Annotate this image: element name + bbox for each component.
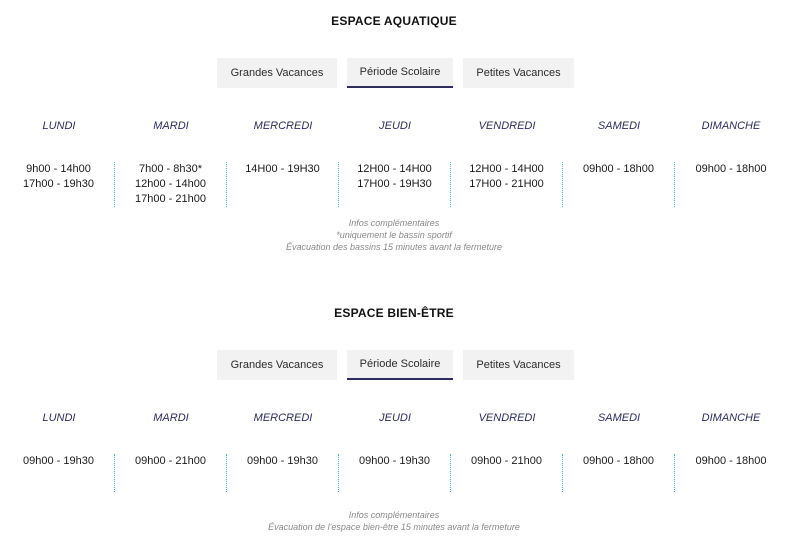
hours-jeudi: [339, 454, 451, 492]
hours-samedi: [563, 162, 675, 207]
hours-jeudi: [339, 162, 451, 207]
day-mardi: MARDI: [153, 412, 189, 424]
day-vendredi: VENDREDI: [478, 412, 536, 424]
day-lundi: LUNDI: [42, 412, 76, 424]
hours-lundi: [3, 162, 115, 207]
time-slot: 12H00 - 14H00: [469, 163, 544, 175]
opening-hours: [3, 162, 787, 207]
tab-grandes-vacances[interactable]: Grandes Vacances: [217, 350, 337, 380]
time-slot: 7h00 - 8h30*: [139, 163, 202, 175]
day-dimanche: DIMANCHE: [701, 412, 761, 424]
time-slot: 09h00 - 18h00: [583, 163, 654, 175]
hours-vendredi: [451, 454, 563, 492]
time-slot: 09h00 - 21h00: [135, 455, 206, 467]
section-title: ESPACE BIEN-ÊTRE: [334, 306, 454, 320]
period-tabs: [217, 350, 574, 380]
hours-vendredi: [451, 162, 563, 207]
time-slot: 17H00 - 21H00: [469, 178, 544, 190]
time-slot: 17h00 - 21h00: [135, 193, 206, 205]
tab-periode-scolaire[interactable]: Période Scolaire: [347, 350, 453, 380]
hours-mardi: [115, 454, 227, 492]
day-mardi: MARDI: [153, 120, 189, 132]
day-samedi: SAMEDI: [597, 412, 641, 424]
day-samedi: SAMEDI: [597, 120, 641, 132]
hours-samedi: [563, 454, 675, 492]
hours-mercredi: [227, 162, 339, 207]
day-jeudi: JEUDI: [379, 120, 411, 132]
note-line: *uniquement le bassin sportif: [336, 230, 452, 240]
period-tabs: [217, 58, 574, 88]
hours-mercredi: [227, 454, 339, 492]
additional-info: [0, 217, 788, 253]
day-lundi: LUNDI: [42, 120, 76, 132]
day-vendredi: VENDREDI: [478, 120, 536, 132]
note-line: Évacuation de l'espace bien-être 15 minutes avant la fermeture: [268, 522, 520, 532]
time-slot: 09h00 - 18h00: [583, 455, 654, 467]
day-jeudi: JEUDI: [379, 412, 411, 424]
tab-petites-vacances[interactable]: Petites Vacances: [463, 350, 574, 380]
hours-dimanche: [675, 162, 787, 207]
hours-lundi: [3, 454, 115, 492]
tab-petites-vacances[interactable]: Petites Vacances: [463, 58, 574, 88]
time-slot: 09h00 - 18h00: [695, 163, 767, 175]
day-headers: [3, 120, 787, 132]
time-slot: 14H00 - 19H30: [245, 163, 320, 175]
day-headers: [3, 412, 787, 424]
note-line: Infos complémentaires: [348, 218, 440, 228]
time-slot: 09h00 - 19h30: [359, 455, 430, 467]
time-slot: 17H00 - 19H30: [357, 178, 432, 190]
day-dimanche: DIMANCHE: [701, 120, 761, 132]
time-slot: 9h00 - 14h00: [26, 163, 91, 175]
time-slot: 12h00 - 14h00: [135, 178, 206, 190]
day-mercredi: MERCREDI: [253, 120, 313, 132]
note-line: Évacuation des bassins 15 minutes avant la fermeture: [285, 242, 503, 252]
hours-dimanche: [675, 454, 787, 492]
opening-hours: [3, 454, 787, 492]
day-mercredi: MERCREDI: [253, 412, 313, 424]
section-title: ESPACE AQUATIQUE: [331, 14, 457, 28]
time-slot: 09h00 - 19h30: [247, 455, 318, 467]
time-slot: 12H00 - 14H00: [357, 163, 432, 175]
tab-grandes-vacances[interactable]: Grandes Vacances: [217, 58, 337, 88]
hours-mardi: [115, 162, 227, 207]
time-slot: 17h00 - 19h30: [23, 178, 94, 190]
additional-info: [0, 509, 788, 533]
note-line: Infos complémentaires: [348, 510, 440, 520]
tab-periode-scolaire[interactable]: Période Scolaire: [347, 58, 453, 88]
time-slot: 09h00 - 19h30: [23, 455, 94, 467]
time-slot: 09h00 - 21h00: [471, 455, 542, 467]
time-slot: 09h00 - 18h00: [695, 455, 767, 467]
